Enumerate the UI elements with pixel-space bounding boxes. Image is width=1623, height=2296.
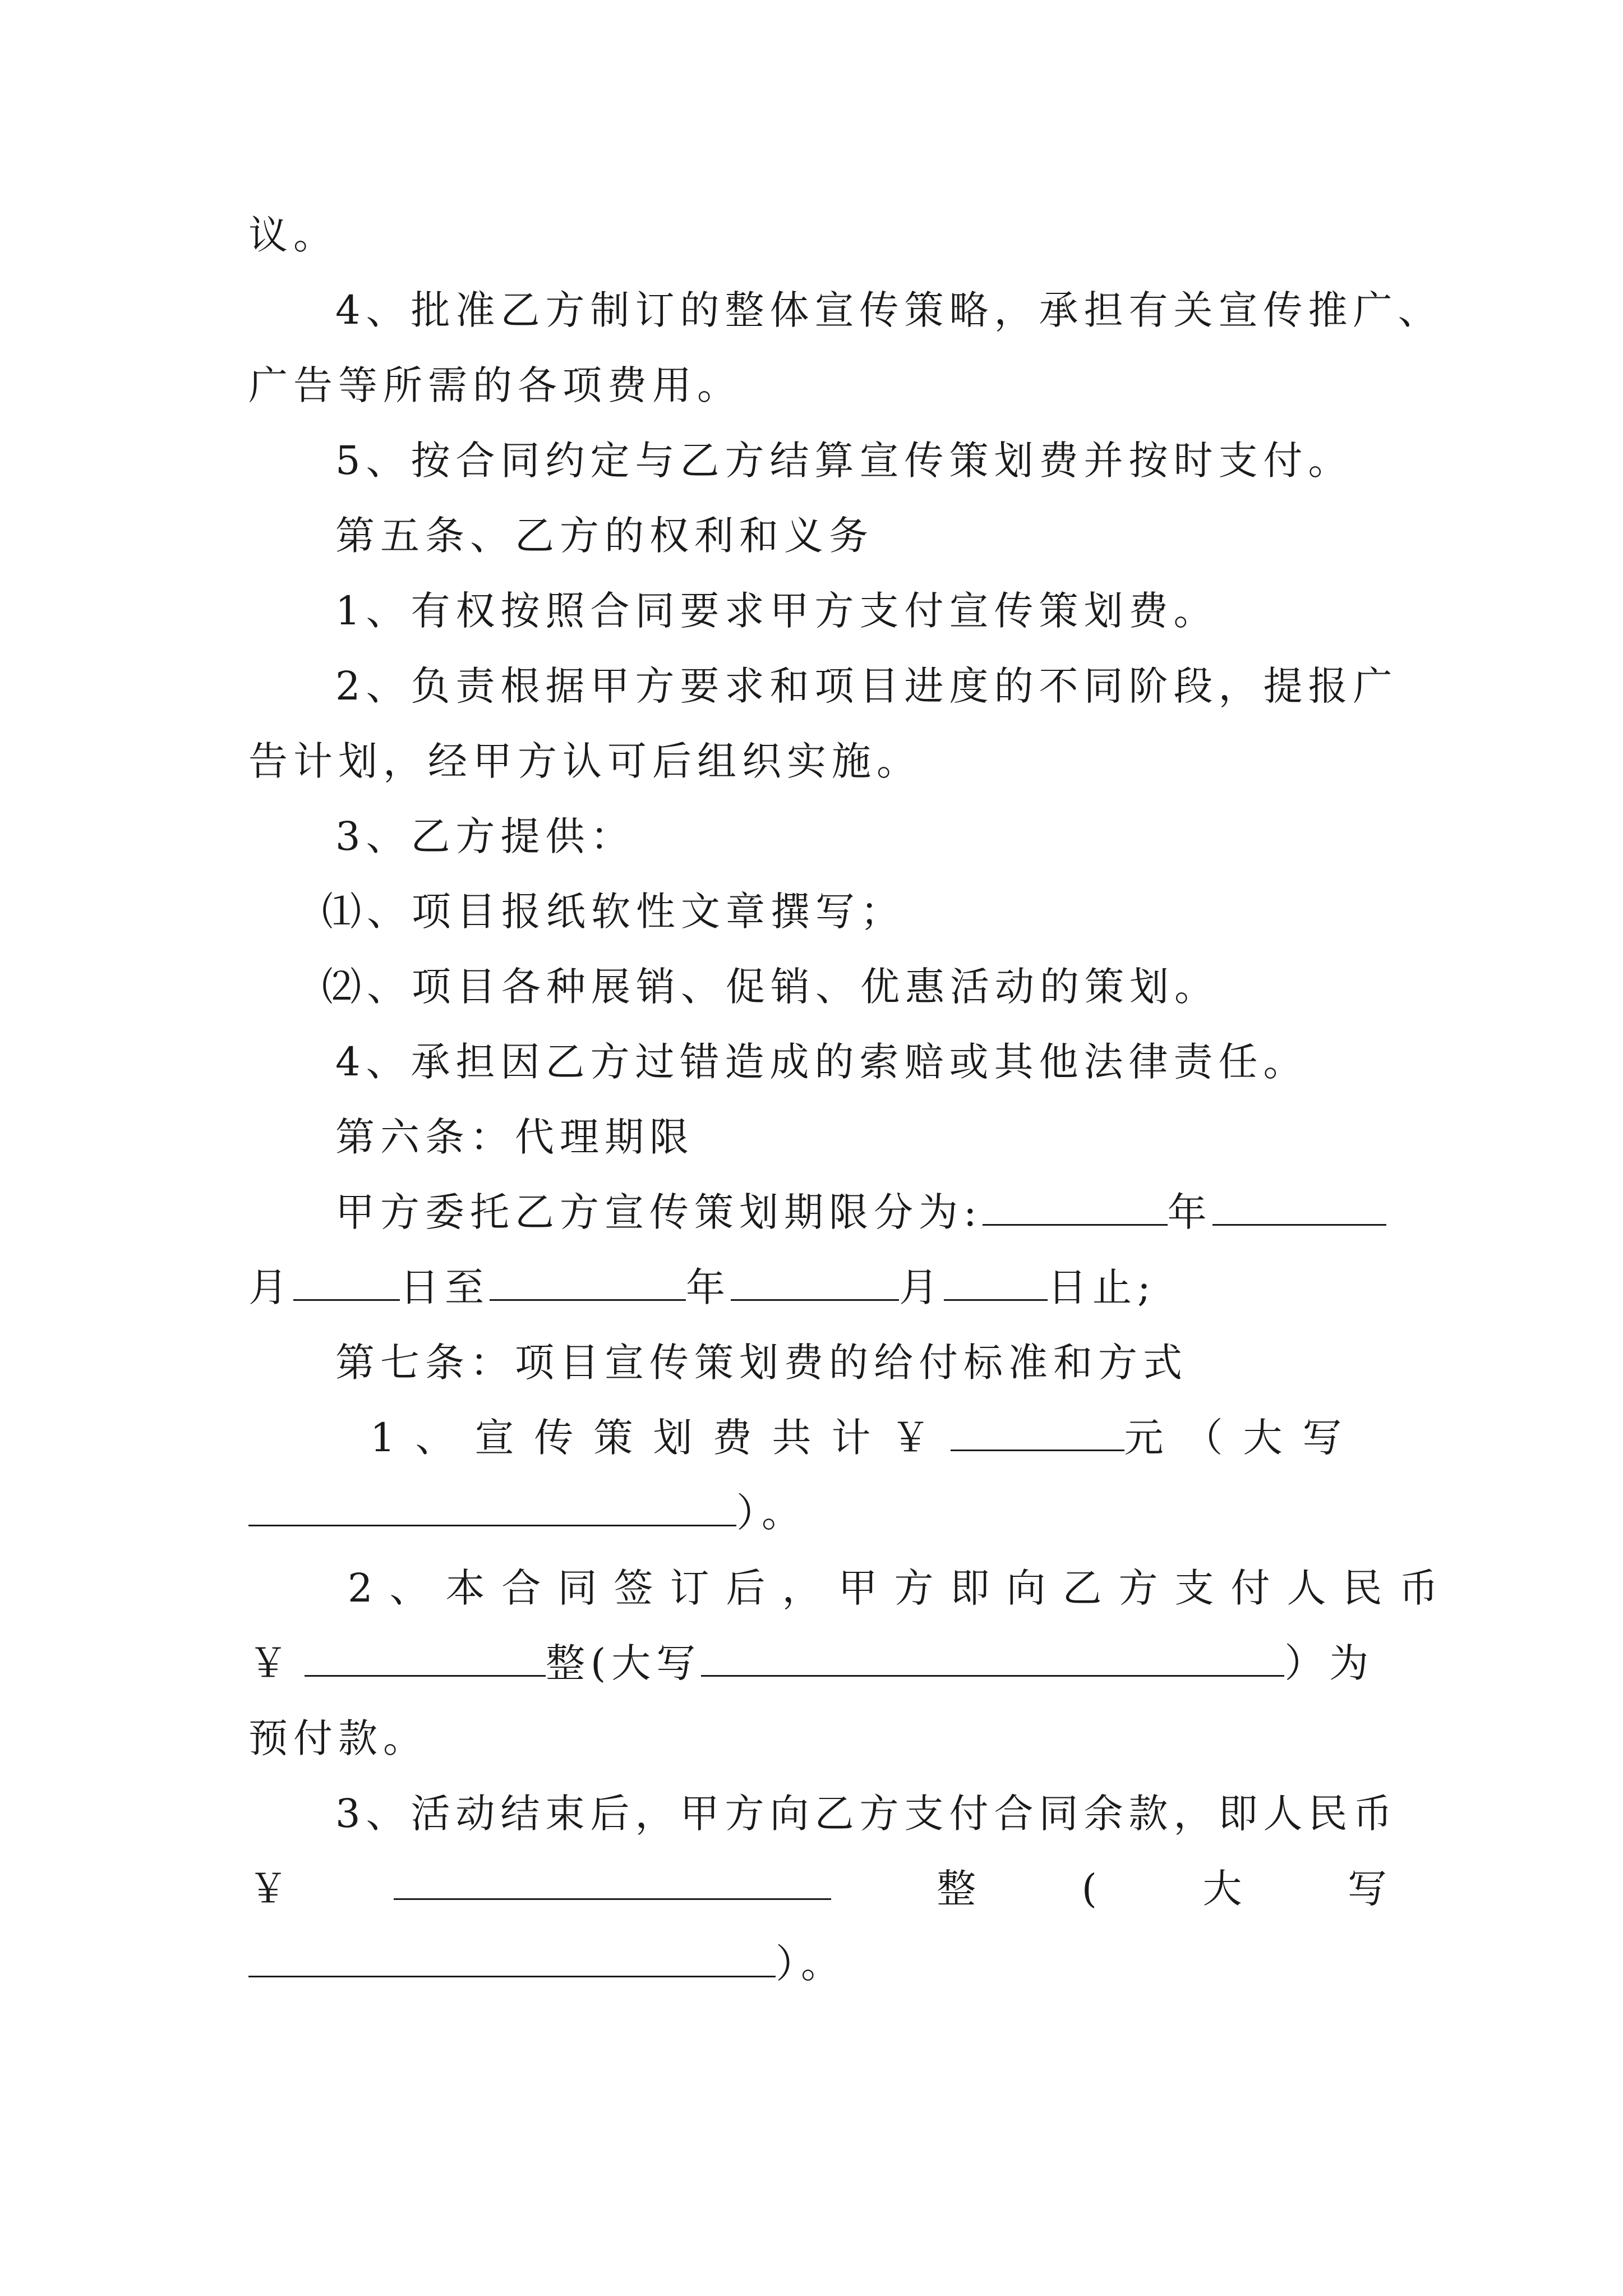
zheng-label: 整	[937, 1866, 976, 1912]
year-label: 年	[686, 1264, 731, 1310]
blank-end-year[interactable]	[490, 1259, 686, 1301]
party-b-clause-2-line-2: 告计划，经甲方认可后组织实施。	[248, 738, 921, 784]
term-line-1	[335, 1181, 1387, 1243]
open-paren: (	[1081, 1866, 1097, 1912]
sub-item-2: ⑵、项目各种展销、促销、优惠活动的策划。	[322, 964, 1219, 1010]
fee-clause-1-line-2	[248, 1482, 1387, 1544]
sub-item-1: ⑴、项目报纸软性文章撰写；	[322, 889, 905, 935]
fee-clause-2-line-3: 预付款。	[248, 1715, 428, 1761]
year-label: 年	[1167, 1189, 1212, 1235]
fee-clause-1-line-1	[370, 1407, 1387, 1469]
party-b-clause-4: 4、承担因乙方过错造成的索赔或其他法律责任。	[335, 1039, 1308, 1085]
yen-sign: ￥	[248, 1866, 288, 1912]
paragraph-continuation: 议。	[248, 212, 338, 258]
article-6-heading: 第六条：代理期限	[335, 1114, 694, 1160]
close-paren: ）。	[736, 1490, 806, 1536]
day-to-label: 日至	[400, 1264, 490, 1310]
clause-5: 5、按合同约定与乙方结算宣传策划费并按时支付。	[335, 438, 1353, 484]
da-label: 大	[1202, 1866, 1242, 1912]
blank-start-month[interactable]	[1212, 1184, 1386, 1226]
fee-clause-3-line-1: 3、活动结束后，甲方向乙方支付合同余款，即人民币	[335, 1791, 1398, 1837]
month-label: 月	[248, 1264, 293, 1310]
article-5-heading: 第五条、乙方的权利和义务	[335, 513, 874, 559]
as-label: ）为	[1284, 1640, 1375, 1686]
fee-1-yuan: 元（大写	[1124, 1415, 1362, 1461]
term-text: 甲方委托乙方宣传策划期限分为:	[335, 1189, 983, 1235]
day-end-label: 日止;	[1048, 1264, 1156, 1310]
blank-fee-total[interactable]	[951, 1409, 1124, 1451]
fee-clause-2-line-2	[248, 1632, 1387, 1694]
term-line-2	[248, 1257, 1387, 1318]
blank-start-year[interactable]	[983, 1184, 1168, 1226]
blank-end-day[interactable]	[944, 1259, 1048, 1301]
fee-1-text: 1、宣传策划费共计￥	[370, 1415, 951, 1461]
party-b-clause-3: 3、乙方提供：	[335, 813, 635, 859]
blank-end-month[interactable]	[731, 1259, 899, 1301]
blank-prepay-amount[interactable]	[305, 1635, 546, 1677]
yen-sign: ￥	[248, 1640, 293, 1686]
party-b-clause-2-line-1: 2、负责根据甲方要求和项目进度的不同阶段，提报广	[335, 663, 1398, 709]
fee-clause-2-line-1: 2、本合同签订后，甲方即向乙方支付人民币	[348, 1565, 1455, 1611]
fee-clause-3-line-2	[248, 1858, 1387, 1920]
month-label: 月	[899, 1264, 944, 1310]
xie-label: 写	[1347, 1866, 1387, 1912]
clause-4-line-2: 广告等所需的各项费用。	[248, 362, 742, 408]
blank-balance-amount[interactable]	[394, 1858, 831, 1900]
clause-4-line-1: 4、批准乙方制订的整体宣传策略，承担有关宣传推广、	[335, 287, 1443, 333]
party-b-clause-1: 1、有权按照合同要求甲方支付宣传策划费。	[335, 588, 1219, 634]
zheng-open: 整(大写	[546, 1640, 702, 1686]
blank-balance-uppercase[interactable]	[248, 1935, 776, 1977]
blank-fee-total-uppercase[interactable]	[248, 1484, 736, 1526]
fee-clause-3-line-3	[248, 1933, 1387, 1995]
blank-prepay-uppercase[interactable]	[701, 1635, 1284, 1677]
article-7-heading: 第七条：项目宣传策划费的给付标准和方式	[335, 1340, 1188, 1386]
close-paren: ）。	[776, 1941, 846, 1987]
blank-start-day[interactable]	[293, 1259, 400, 1301]
